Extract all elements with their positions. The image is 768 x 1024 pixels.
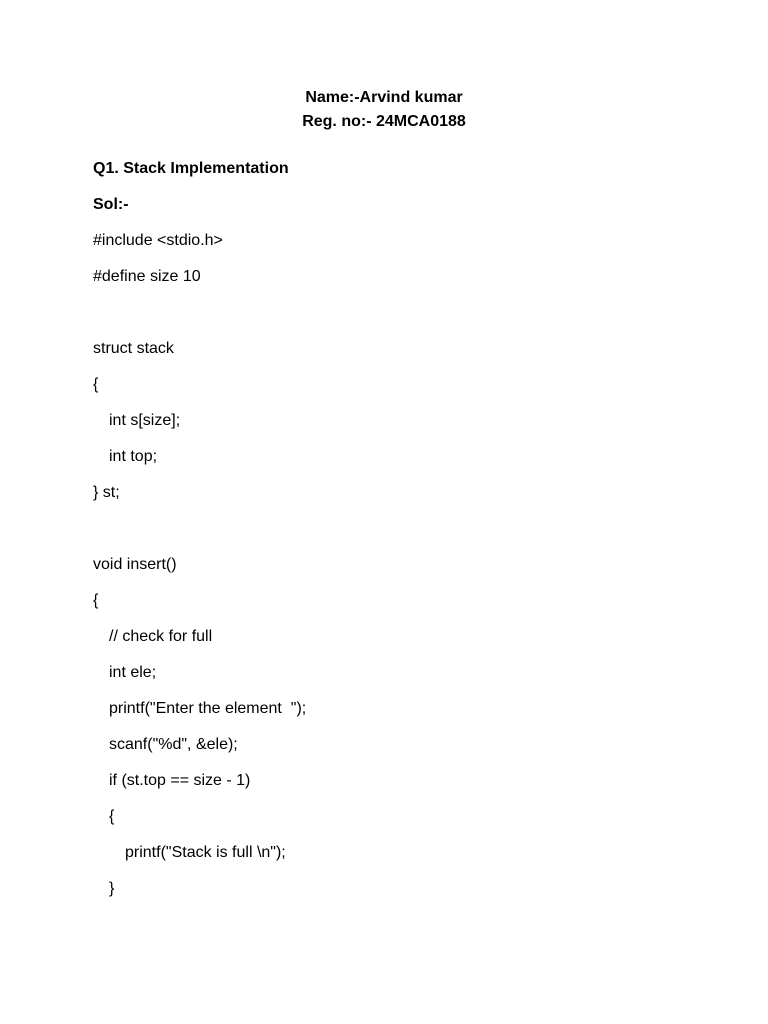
code-line: } [109,880,115,897]
code-line: #define size 10 [93,268,201,285]
code-line: // check for full [109,628,213,645]
solution-label: Sol:- [93,196,129,213]
code-line: scanf("%d", &ele); [109,736,238,753]
code-line: } st; [93,484,120,501]
code-line: printf("Stack is full \n"); [125,844,286,861]
blank-line [93,518,713,554]
code-line: struct stack [93,340,174,357]
code-line: int s[size]; [109,412,181,429]
code-line: int ele; [109,664,157,681]
question-title: Q1. Stack Implementation [93,160,289,177]
code-line: { [93,376,99,393]
code-line: { [93,592,99,609]
code-line: if (st.top == size - 1) [109,772,251,789]
code-line: { [109,808,115,825]
code-line: int top; [109,448,158,465]
document-body [93,158,713,914]
registration-number: Reg. no:- 24MCA0188 [302,113,466,130]
blank-line [93,302,713,338]
document-header [0,86,768,134]
code-line: #include <stdio.h> [93,232,223,249]
code-line: printf("Enter the element "); [109,700,307,717]
code-line: void insert() [93,556,177,573]
student-name: Name:-Arvind kumar [305,89,463,106]
